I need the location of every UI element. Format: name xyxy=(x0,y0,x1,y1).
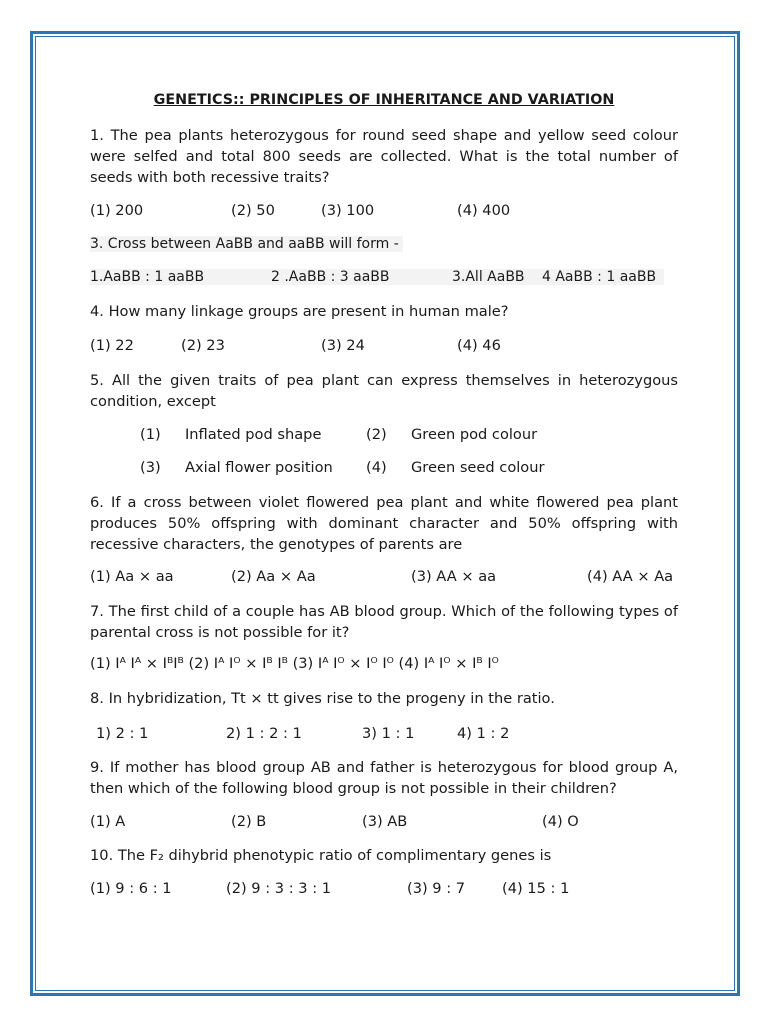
q4-option-3: (3) 24 xyxy=(321,337,365,354)
question-9: 9. If mother has blood group AB and father is heterozygous for blood group A, then which of the following blood group is not possible in their children? xyxy=(90,759,678,797)
q8-option-2: 2) 1 : 2 : 1 xyxy=(226,725,302,742)
q10-option-4: (4) 15 : 1 xyxy=(502,880,570,897)
q1-option-4: (4) 400 xyxy=(457,202,511,219)
q3-option-2: 2 .AaBB : 3 aaBB xyxy=(271,269,390,285)
question-10: 10. The F₂ dihybrid phenotypic ratio of complimentary genes is xyxy=(90,847,552,864)
q8-option-1: 1) 2 : 1 xyxy=(96,725,149,742)
q4-option-4: (4) 46 xyxy=(457,337,501,354)
q9-option-1: (1) A xyxy=(90,813,126,830)
q10-option-3: (3) 9 : 7 xyxy=(407,880,466,897)
q4-option-2: (2) 23 xyxy=(181,337,225,354)
q8-option-4: 4) 1 : 2 xyxy=(457,725,510,742)
q4-option-1: (1) 22 xyxy=(90,337,134,354)
question-4: 4. How many linkage groups are present in human male? xyxy=(90,303,509,320)
q5-option-3-label: Axial flower position xyxy=(185,459,333,476)
page-title: GENETICS:: PRINCIPLES OF INHERITANCE AND VARIATION xyxy=(153,92,615,108)
q6-option-2: (2) Aa × Aa xyxy=(231,568,316,585)
q1-option-2: (2) 50 xyxy=(231,202,275,219)
q1-option-3: (3) 100 xyxy=(321,202,375,219)
q3-option-3: 3.All AaBB xyxy=(452,269,525,285)
q3-option-1: 1.AaBB : 1 aaBB xyxy=(90,269,205,285)
q3-option-4: 4 AaBB : 1 aaBB xyxy=(542,269,657,285)
question-3: 3. Cross between AaBB and aaBB will form - xyxy=(90,236,403,252)
q6-option-1: (1) Aa × aa xyxy=(90,568,174,585)
question-5: 5. All the given traits of pea plant can express themselves in heterozygous condition, except xyxy=(90,372,678,410)
question-1: 1. The pea plants heterozygous for round seed shape and yellow seed colour were selfed and total 800 seeds are collected. What is the total number of seeds with both recessive traits? xyxy=(90,127,678,186)
q5-option-1-label: Inflated pod shape xyxy=(185,426,322,443)
q5-option-3-num: (3) xyxy=(140,459,161,476)
question-6: 6. If a cross between violet flowered pea plant and white flowered pea plant produces 50% offspring with dominant character and 50% offspring with recessive characters, the genotypes of parents are xyxy=(90,494,678,553)
q5-option-2-label: Green pod colour xyxy=(411,426,538,443)
q7-options-row: (1) Iᴬ Iᴬ × IᴮIᴮ (2) Iᴬ Iᴼ × Iᴮ Iᴮ (3) Iᴬ Iᴼ × Iᴼ Iᴼ (4) Iᴬ Iᴼ × Iᴮ Iᴼ xyxy=(90,655,499,672)
q8-option-3: 3) 1 : 1 xyxy=(362,725,415,742)
q9-option-2: (2) B xyxy=(231,813,267,830)
q5-option-4-num: (4) xyxy=(366,459,387,476)
q5-option-1-num: (1) xyxy=(140,426,161,443)
q9-option-3: (3) AB xyxy=(362,813,408,830)
q6-option-3: (3) AA × aa xyxy=(411,568,497,585)
q10-option-1: (1) 9 : 6 : 1 xyxy=(90,880,172,897)
q3-options-row xyxy=(90,269,664,285)
q10-option-2: (2) 9 : 3 : 3 : 1 xyxy=(226,880,332,897)
q5-option-2-num: (2) xyxy=(366,426,387,443)
q5-option-4-label: Green seed colour xyxy=(411,459,545,476)
question-8: 8. In hybridization, Tt × tt gives rise to the progeny in the ratio. xyxy=(90,690,555,707)
q1-option-1: (1) 200 xyxy=(90,202,144,219)
q6-option-4: (4) AA × Aa xyxy=(587,568,674,585)
question-7: 7. The first child of a couple has AB blood group. Which of the following types of parental cross is not possible for it? xyxy=(90,603,678,641)
q9-option-4: (4) O xyxy=(542,813,579,830)
